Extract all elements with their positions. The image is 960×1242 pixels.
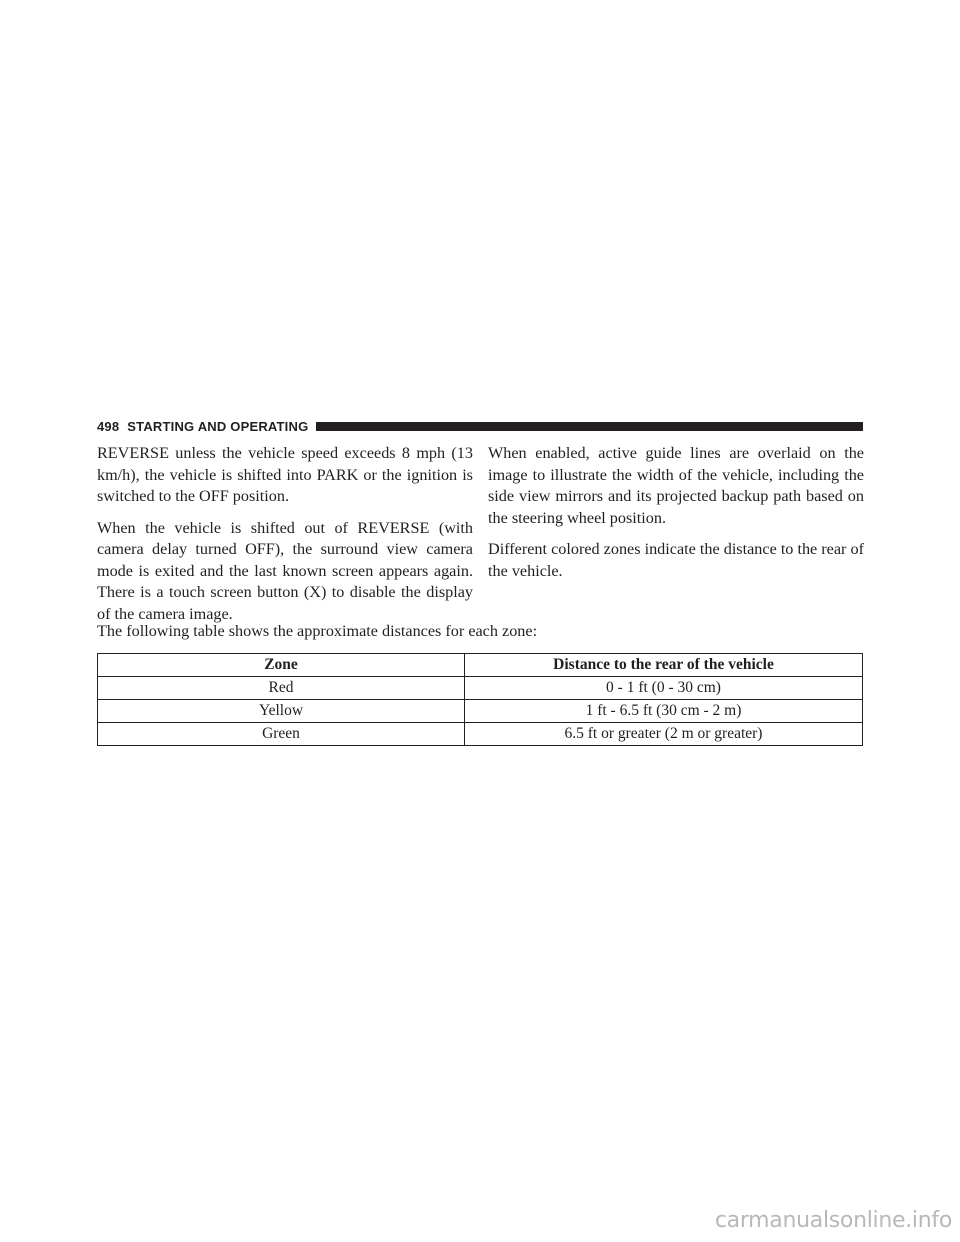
table-cell-distance: 0 - 1 ft (0 - 30 cm) (465, 677, 863, 700)
zone-distance-table (97, 653, 863, 746)
left-column (97, 443, 473, 635)
column-header-zone: Zone (98, 654, 465, 677)
page-header (97, 416, 863, 436)
paragraph: When enabled, active guide lines are overlaid on the image to illustrate the width of the vehicle, including the side view mirrors and its projected backup path based on the steering wheel position. (488, 444, 864, 527)
section-title: STARTING AND OPERATING (127, 418, 309, 434)
table-cell-distance: 6.5 ft or greater (2 m or greater) (465, 723, 863, 746)
table-intro: The following table shows the approximate distances for each zone: (97, 622, 538, 640)
right-column (488, 443, 864, 592)
header-rule (316, 422, 863, 431)
table-header-row (98, 654, 863, 677)
table-cell-zone: Red (98, 677, 465, 700)
paragraph: Different colored zones indicate the distance to the rear of the vehicle. (488, 540, 864, 580)
table-row (98, 700, 863, 723)
table-row (98, 723, 863, 746)
watermark: carmanualsonline.info (714, 1208, 952, 1233)
column-header-distance: Distance to the rear of the vehicle (465, 654, 863, 677)
paragraph: When the vehicle is shifted out of REVERSE (with camera delay turned OFF), the surround view camera mode is exited and the last known screen appears again. There is a touch screen button (X) to disable the display of the camera image. (97, 518, 473, 623)
table-row (98, 677, 863, 700)
page-number: 498 (97, 418, 120, 434)
table-cell-zone: Green (98, 723, 465, 746)
table-cell-distance: 1 ft - 6.5 ft (30 cm - 2 m) (465, 700, 863, 723)
paragraph: REVERSE unless the vehicle speed exceeds 8 mph (13 km/h), the vehicle is shifted into PARK or the ignition is switched to the OFF position. (97, 444, 473, 505)
table-cell-zone: Yellow (98, 700, 465, 723)
